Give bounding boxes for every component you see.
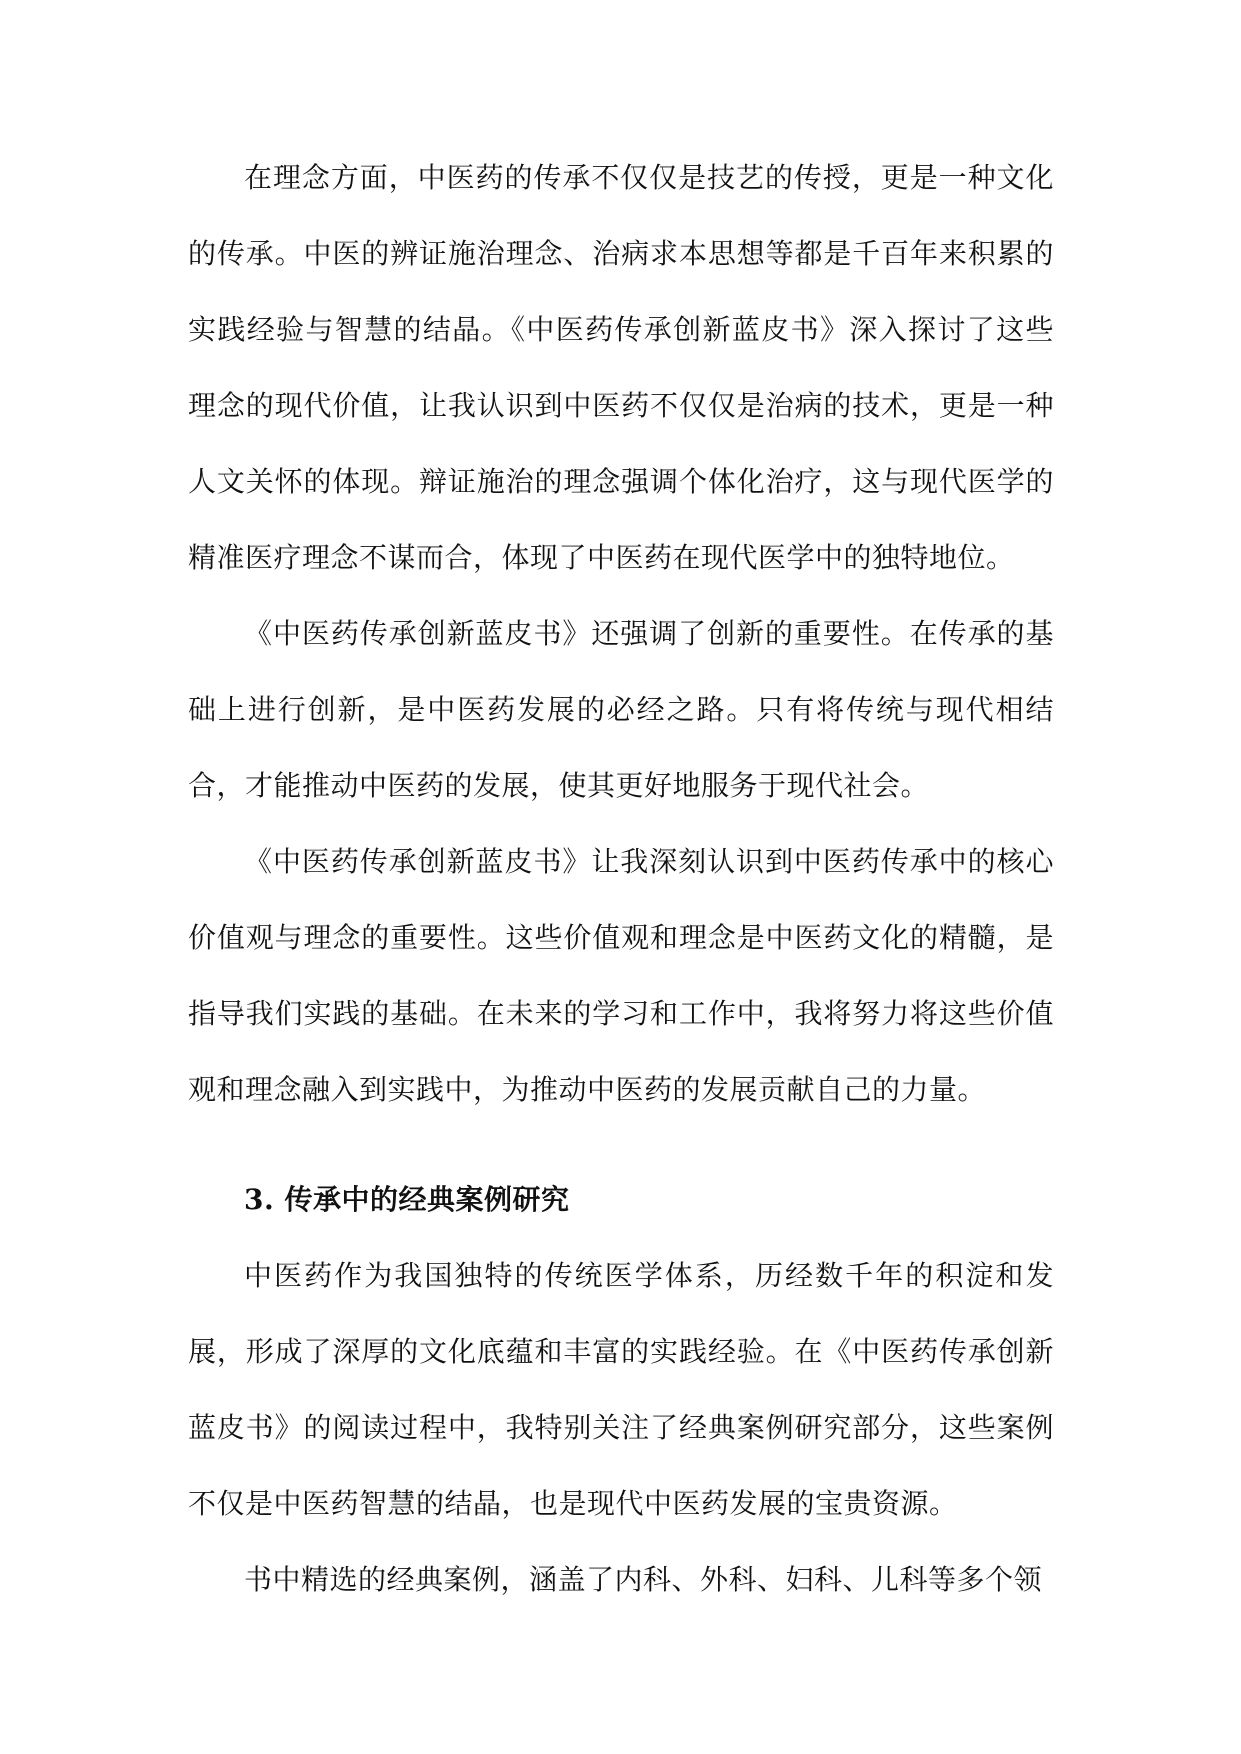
paragraph-core-values: 《中医药传承创新蓝皮书》让我深刻认识到中医药传承中的核心价值观与理念的重要性。这些价值观和理念是中医药文化的精髓，是指导我们实践的基础。在未来的学习和工作中，我将努力将这些价值观和理念融入到实践中，为推动中医药的发展贡献自己的力量。: [188, 845, 1054, 1106]
paragraph-classic-cases-scope: 书中精选的经典案例，涵盖了内科、外科、妇科、儿科等多个领: [244, 1563, 1043, 1596]
paragraph-classic-cases-intro: 中医药作为我国独特的传统医学体系，历经数千年的积淀和发展，形成了深厚的文化底蕴和丰富的实践经验。在《中医药传承创新蓝皮书》的阅读过程中，我特别关注了经典案例研究部分，这些案例不仅是中医药智慧的结晶，也是现代中医药发展的宝贵资源。: [188, 1259, 1054, 1520]
paragraph-philosophy: 在理念方面，中医药的传承不仅仅是技艺的传授，更是一种文化的传承。中医的辨证施治理念、治病求本思想等都是千百年来积累的实践经验与智慧的结晶。《中医药传承创新蓝皮书》深入探讨了这些理念的现代价值，让我认识到中医药不仅仅是治病的技术，更是一种人文关怀的体现。辩证施治的理念强调个体化治疗，这与现代医学的精准医疗理念不谋而合，体现了中医药在现代医学中的独特地位。: [188, 161, 1054, 574]
section-heading: 3. 传承中的经典案例研究: [244, 1183, 570, 1216]
document-body: [188, 140, 1054, 1618]
paragraph-innovation: 《中医药传承创新蓝皮书》还强调了创新的重要性。在传承的基础上进行创新，是中医药发展的必经之路。只有将传统与现代相结合，才能推动中医药的发展，使其更好地服务于现代社会。: [188, 617, 1054, 802]
